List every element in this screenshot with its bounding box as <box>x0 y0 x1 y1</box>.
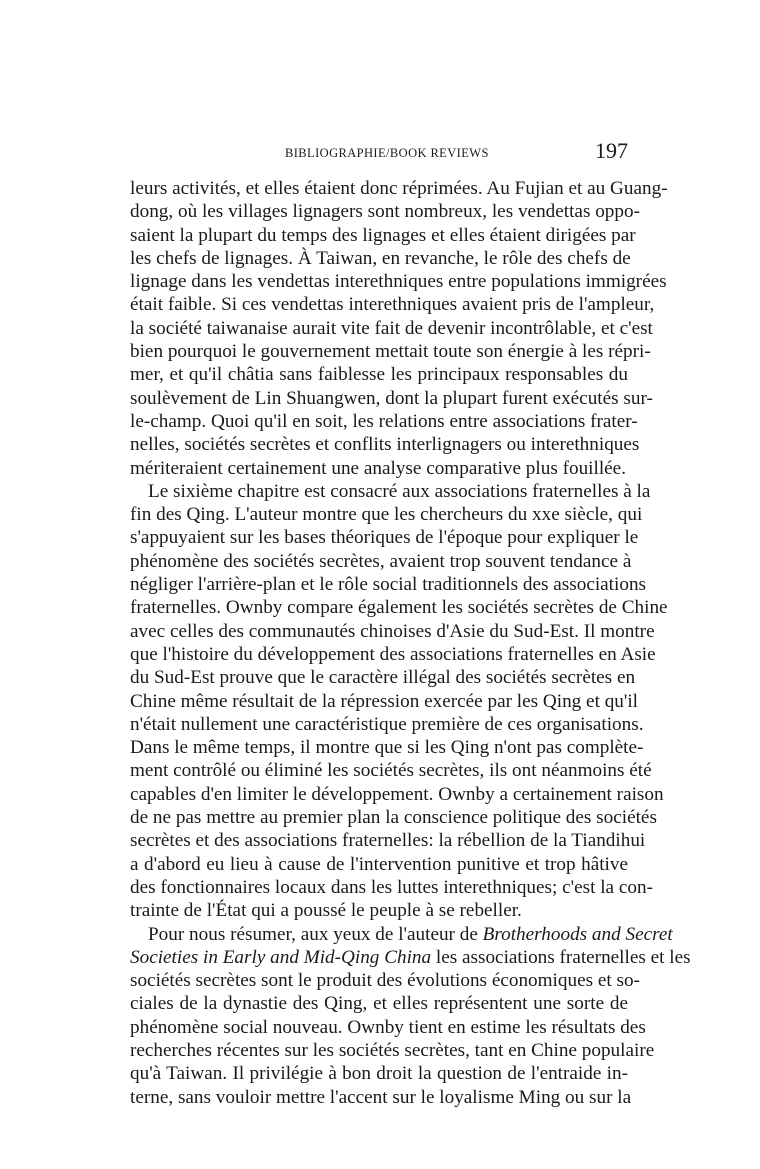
text-line: bien pourquoi le gouvernement mettait toute son énergie à les répri- <box>130 341 651 363</box>
text-line: les chefs de lignages. À Taiwan, en revanche, le rôle des chefs de <box>130 247 631 269</box>
article-body <box>130 177 691 1109</box>
text-line: n'était nullement une caractéristique première de ces organisations. <box>130 713 644 735</box>
text-line: phénomène des sociétés secrètes, avaient trop souvent tendance à <box>130 550 632 572</box>
text-line: mériteraient certainement une analyse comparative plus fouillée. <box>130 457 626 479</box>
text-line: mer, et qu'il châtia sans faiblesse les principaux responsables du <box>130 364 628 386</box>
book-title-part: Societies in Early and Mid-Qing China <box>130 946 432 968</box>
text-line: trainte de l'État qui a poussé le peuple à se rebeller. <box>130 900 522 922</box>
text-line: la société taiwanaise aurait vite fait de devenir incontrôlable, et c'est <box>130 317 653 339</box>
text-line: saient la plupart du temps des lignages et elles étaient dirigées par <box>130 224 636 246</box>
text-line: était faible. Si ces vendettas interethniques avaient pris de l'ampleur, <box>130 294 655 316</box>
text-line: ment contrôlé ou éliminé les sociétés secrètes, ils ont néanmoins été <box>130 760 652 782</box>
book-title-part: Brotherhoods and Secret <box>482 923 673 945</box>
paragraph-3 <box>130 923 691 1109</box>
paragraph-2 <box>130 480 668 923</box>
text-line: secrètes et des associations fraternelles: la rébellion de la Tiandihui <box>130 830 646 852</box>
text-line: fin des Qing. L'auteur montre que les chercheurs du xxe siècle, qui <box>130 504 643 526</box>
page-header <box>130 138 628 168</box>
text-line: leurs activités, et elles étaient donc réprimées. Au Fujian et au Guang- <box>130 178 668 199</box>
text-line: de ne pas mettre au premier plan la conscience politique des sociétés <box>130 807 657 829</box>
text-fragment: les associations fraternelles et les <box>435 946 691 968</box>
text-line: lignage dans les vendettas interethniques entre populations immigrées <box>130 271 667 293</box>
text-line: capables d'en limiter le développement. Ownby a certainement raison <box>130 783 664 805</box>
text-line: nelles, sociétés secrètes et conflits interlignagers ou interethniques <box>130 434 640 456</box>
text-line: Dans le même temps, il montre que si les Qing n'ont pas complète- <box>130 737 644 759</box>
text-fragment: Pour nous résumer, aux yeux de l'auteur de <box>148 923 478 945</box>
text-line: fraternelles. Ownby compare également les sociétés secrètes de Chine <box>130 597 668 619</box>
text-line: terne, sans vouloir mettre l'accent sur le loyalisme Ming ou sur la <box>130 1086 632 1108</box>
text-line: du Sud-Est prouve que le caractère illégal des sociétés secrètes en <box>130 667 636 689</box>
paragraph-1 <box>130 177 668 480</box>
text-line: le-champ. Quoi qu'il en soit, les relations entre associations frater- <box>130 410 638 432</box>
running-head: BIBLIOGRAPHIE/BOOK REVIEWS <box>285 146 489 160</box>
text-line: des fonctionnaires locaux dans les luttes interethniques; c'est la con- <box>130 876 653 898</box>
text-line: ciales de la dynastie des Qing, et elles représentent une sorte de <box>130 993 628 1015</box>
text-line: dong, où les villages lignagers sont nombreux, les vendettas oppo- <box>130 201 640 223</box>
page-number: 197 <box>595 138 628 163</box>
text-line: avec celles des communautés chinoises d'Asie du Sud-Est. Il montre <box>130 620 655 642</box>
text-line: Le sixième chapitre est consacré aux associations fraternelles à la <box>148 480 651 502</box>
text-line: Chine même résultait de la répression exercée par les Qing et qu'il <box>130 690 639 712</box>
text-line: négliger l'arrière-plan et le rôle social traditionnels des associations <box>130 574 647 596</box>
text-line: que l'histoire du développement des associations fraternelles en Asie <box>130 643 656 665</box>
text-line-with-title <box>130 946 691 969</box>
text-line: sociétés secrètes sont le produit des évolutions économiques et so- <box>130 970 640 992</box>
text-line: a d'abord eu lieu à cause de l'intervention punitive et trop hâtive <box>130 853 628 875</box>
text-line: soulèvement de Lin Shuangwen, dont la plupart furent exécutés sur- <box>130 387 653 409</box>
text-line: recherches récentes sur les sociétés secrètes, tant en Chine populaire <box>130 1039 655 1061</box>
text-line-with-title <box>130 923 673 946</box>
text-line: qu'à Taiwan. Il privilégie à bon droit la question de l'entraide in- <box>130 1063 628 1085</box>
text-line: phénomène social nouveau. Ownby tient en estime les résultats des <box>130 1016 646 1038</box>
text-line: s'appuyaient sur les bases théoriques de l'époque pour expliquer le <box>130 527 639 549</box>
